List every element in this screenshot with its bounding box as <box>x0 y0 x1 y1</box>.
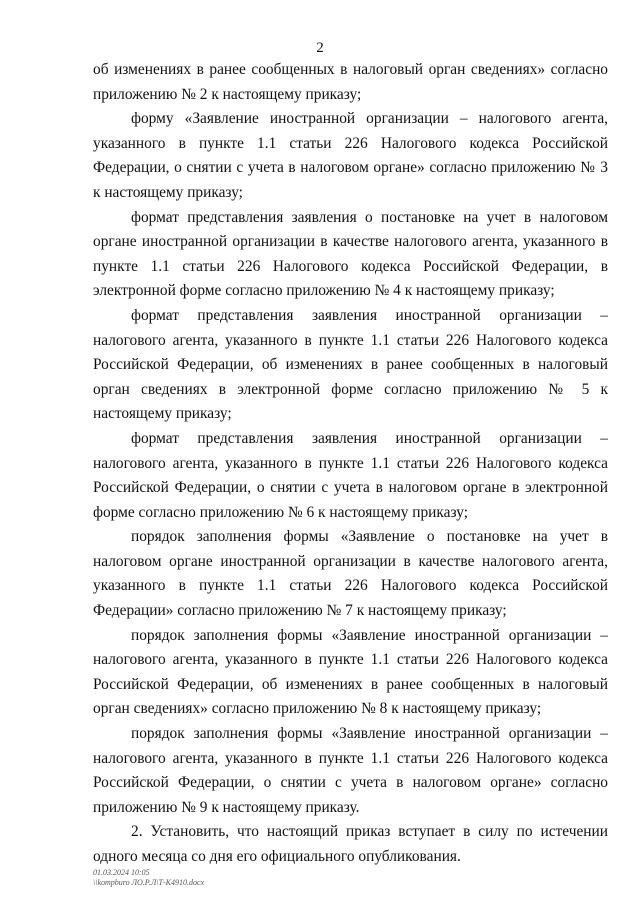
paragraph-7: порядок заполнения формы «Заявление иностранной организации – налогового агента, указанного в пункте 1.1 статьи 226 Налогового кодекса Российской Федерации, об изменениях в ранее сообщенных в налоговый орган сведениях» согласно приложению № 8 к настоящему приказу; <box>93 626 608 718</box>
paragraph-3: формат представления заявления о постановке на учет в налоговом органе иностранной организации в качестве налогового агента, указанного в пункте 1.1 статьи 226 Налогового кодекса Российской Федерации, в электронной форме согласно приложению № 4 к настоящему приказу; <box>93 208 608 300</box>
page-number: 2 <box>316 40 324 56</box>
paragraph-9: 2. Установить, что настоящий приказ вступает в силу по истечении одного месяца со дня его официального опубликования. <box>93 823 608 865</box>
footer-file-path: \\kompburo ЛО.Р.Л\Т-К4910.docx <box>93 878 205 887</box>
paragraph-5: формат представления заявления иностранной организации – налогового агента, указанного в пункте 1.1 статьи 226 Налогового кодекса Российской Федерации, о снятии с учета в налоговом органе в электронной форме согласно приложению № 6 к настоящему приказу; <box>93 429 608 521</box>
document-footer <box>93 868 204 888</box>
paragraph-6: порядок заполнения формы «Заявление о постановке на учет в налоговом органе иностранной организации в качестве налогового агента, указанного в пункте 1.1 статьи 226 Налогового кодекса Российской Федерации» согласно приложению № 7 к настоящему приказу; <box>93 528 608 620</box>
paragraph-4: формат представления заявления иностранной организации – налогового агента, указанного в пункте 1.1 статьи 226 Налогового кодекса Российской Федерации, об изменениях в ранее сообщенных в налоговый орган сведениях в электронной форме согласно приложению № 5 к настоящему приказу; <box>93 306 608 423</box>
paragraph-2: форму «Заявление иностранной организации – налогового агента, указанного в пункте 1.1 статьи 226 Налогового кодекса Российской Федерации, о снятии с учета в налоговом органе» согласно приложению № 3 к настоящему приказу; <box>93 110 608 201</box>
paragraph-1: об изменениях в ранее сообщенных в налоговый орган сведениях» согласно приложению № 2 к настоящему приказу; <box>93 61 608 103</box>
paragraph-8: порядок заполнения формы «Заявление иностранной организации – налогового агента, указанного в пункте 1.1 статьи 226 Налогового кодекса Российской Федерации, о снятии с учета в налоговом органе» согласно приложению № 9 к настоящему приказу. <box>93 725 608 816</box>
document-body <box>93 58 608 870</box>
footer-date: 01.03.2024 10:05 <box>93 868 150 877</box>
